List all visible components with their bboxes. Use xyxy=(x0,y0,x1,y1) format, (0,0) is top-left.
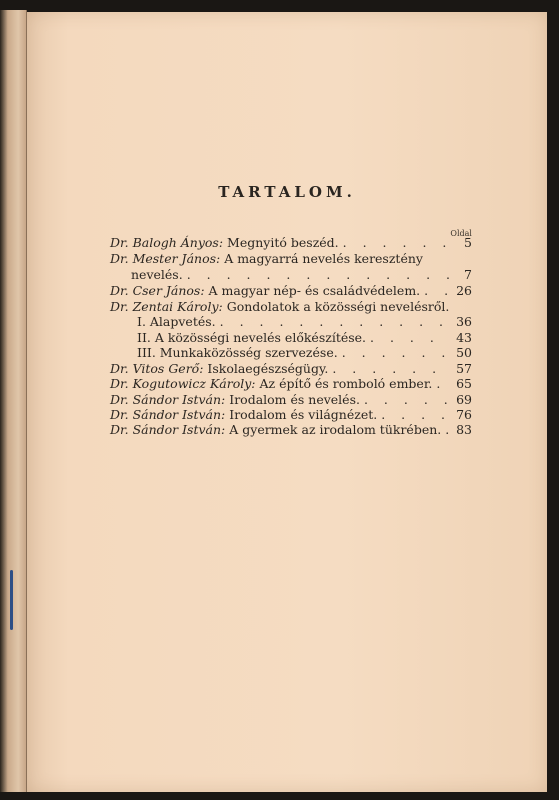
toc-entry xyxy=(110,422,472,437)
toc-leader xyxy=(332,361,450,376)
toc-entry xyxy=(110,283,472,298)
toc-page: 65 xyxy=(456,376,472,391)
toc-leader xyxy=(436,376,450,391)
toc-title: Gondolatok a közösségi nevelésről. xyxy=(226,299,450,314)
toc-entry xyxy=(110,376,472,391)
toc-page: 50 xyxy=(456,345,472,360)
toc-leader xyxy=(220,314,450,329)
toc-page: 26 xyxy=(456,283,472,298)
toc-page: 83 xyxy=(456,422,472,437)
book-spine xyxy=(0,10,27,792)
toc-leader xyxy=(445,422,450,437)
toc-page: 36 xyxy=(456,314,472,329)
binding-thread xyxy=(10,570,13,630)
toc-entry xyxy=(137,314,472,329)
toc-page: 7 xyxy=(464,267,472,282)
toc-title: nevelés. xyxy=(131,267,183,282)
toc-title: Megnyitó beszéd. xyxy=(227,235,339,250)
toc-title: I. Alapvetés. xyxy=(137,314,216,329)
toc-title: Iskolaegészségügy. xyxy=(207,361,329,376)
toc-page: 5 xyxy=(464,235,472,250)
toc-title: A gyermek az irodalom tükrében. xyxy=(229,422,442,437)
toc-leader xyxy=(424,283,450,298)
toc-leader xyxy=(364,392,450,407)
toc-title: Az építő és romboló ember. xyxy=(259,376,433,391)
toc-author: Dr. Vitos Gerő: xyxy=(110,361,204,376)
toc-entry xyxy=(110,392,472,407)
toc-page: 43 xyxy=(456,330,472,345)
book-page xyxy=(27,12,547,792)
toc-entry xyxy=(137,345,472,360)
toc-entry xyxy=(110,361,472,376)
toc-author: Dr. Balogh Ányos: xyxy=(110,235,224,250)
toc-title: Irodalom és világnézet. xyxy=(229,407,378,422)
toc-page: 76 xyxy=(456,407,472,422)
toc-title: A magyarrá nevelés keresztény xyxy=(224,251,423,266)
toc-entry xyxy=(110,299,472,314)
toc-title: Irodalom és nevelés. xyxy=(229,392,360,407)
toc-entry xyxy=(110,407,472,422)
toc-author: Dr. Mester János: xyxy=(110,251,221,266)
toc-author: Dr. Kogutowicz Károly: xyxy=(110,376,256,391)
toc-entry xyxy=(110,251,472,266)
toc-page: 69 xyxy=(456,392,472,407)
toc-page: 57 xyxy=(456,361,472,376)
page-column-label: Oldal xyxy=(450,229,472,238)
page-title: TARTALOM. xyxy=(218,183,356,201)
toc-author: Dr. Cser János: xyxy=(110,283,205,298)
toc-leader xyxy=(370,330,450,345)
toc-leader xyxy=(381,407,450,422)
toc-entry xyxy=(131,267,472,282)
toc-title: III. Munkaközösség szervezése. xyxy=(137,345,338,360)
toc-author: Dr. Sándor István: xyxy=(110,422,226,437)
toc-leader xyxy=(187,267,450,282)
toc-leader xyxy=(343,235,450,250)
toc-title: II. A közösségi nevelés előkészítése. xyxy=(137,330,367,345)
toc-author: Dr. Sándor István: xyxy=(110,392,226,407)
toc-entry xyxy=(137,330,472,345)
toc-leader xyxy=(342,345,450,360)
toc-title: A magyar nép- és családvédelem. xyxy=(208,283,421,298)
toc-author: Dr. Sándor István: xyxy=(110,407,226,422)
toc-entry xyxy=(110,235,472,250)
toc-author: Dr. Zentai Károly: xyxy=(110,299,223,314)
